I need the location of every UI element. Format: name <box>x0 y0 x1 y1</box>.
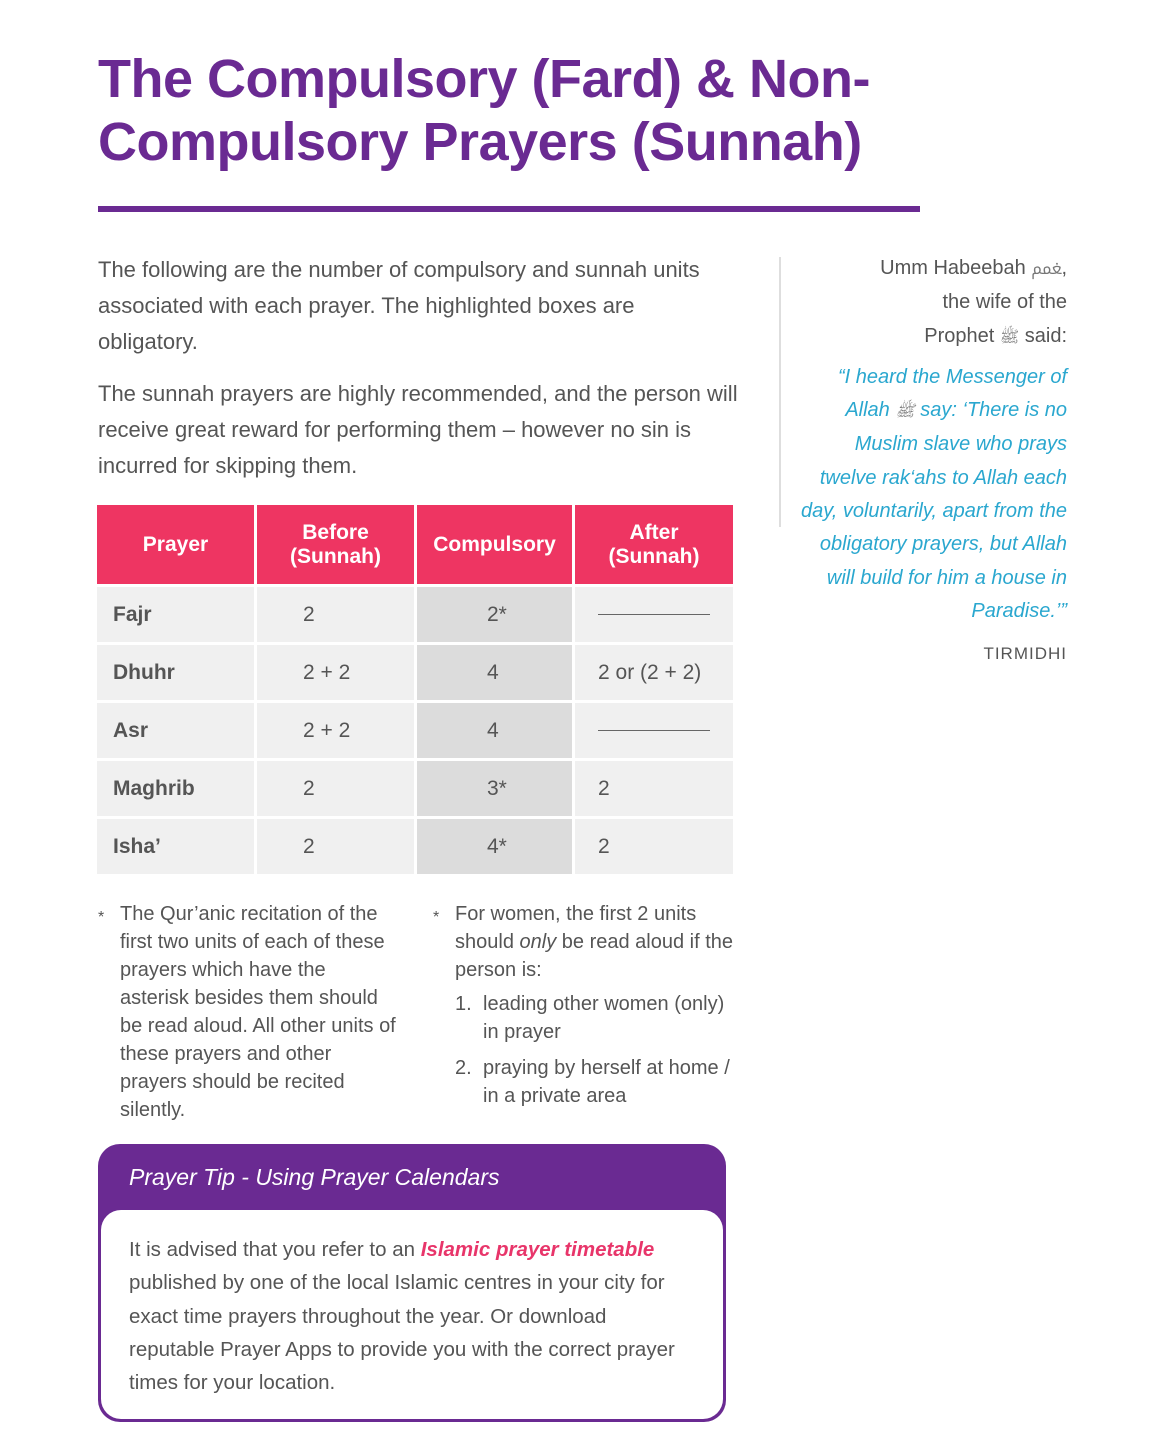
asterisk-icon: * <box>98 909 105 926</box>
header-after-text: After (Sunnah) <box>608 520 700 568</box>
footnote-emphasis: only <box>519 931 557 953</box>
cell-prayer: Dhuhr <box>97 645 254 700</box>
hadith-narrator <box>800 252 1067 354</box>
cell-after: 2 or (2 + 2) <box>575 645 733 700</box>
timetable-link[interactable]: Islamic prayer timetable <box>420 1238 655 1261</box>
footnote-text: The Qur’anic recitation of the first two units of each of these prayers which have the asterisk besides them should be read aloud. All other units of these prayers and other prayers should be recited silently. <box>120 903 396 1121</box>
table-header-row <box>97 505 733 584</box>
hadith-quote <box>800 361 1067 628</box>
cell-before: 2 + 2 <box>257 645 414 700</box>
footnote-text-pre: For women, the first 2 units should <box>455 903 697 953</box>
title-underline <box>98 206 920 212</box>
none-dash <box>598 614 710 615</box>
cell-after <box>575 587 733 642</box>
tip-body <box>101 1210 723 1419</box>
header-before-text: Before (Sunnah) <box>290 520 381 568</box>
cell-after <box>575 703 733 758</box>
narrator-comma: , <box>1061 257 1067 279</box>
list-number: 1. <box>455 993 472 1015</box>
intro-paragraph-1: The following are the number of compulsory and sunnah units associated with each prayer. The highlighted boxes are obligatory. <box>98 257 700 354</box>
intro-text <box>98 252 738 484</box>
list-text: leading other women (only) in prayer <box>483 993 725 1043</box>
table-row <box>97 703 733 758</box>
header-before <box>257 505 414 584</box>
header-compulsory: Compulsory <box>417 505 572 584</box>
cell-prayer: Maghrib <box>97 761 254 816</box>
list-number: 2. <box>455 1057 472 1079</box>
page-title: The Compulsory (Fard) & Non-Compulsory Prayers (Sunnah) <box>98 49 870 172</box>
salawat-icon: ﷺ <box>999 328 1020 346</box>
prayer-tip-box <box>98 1144 726 1422</box>
cell-after: 2 <box>575 819 733 874</box>
cell-compulsory: 3* <box>417 761 572 816</box>
list-text: praying by herself at home / in a private area <box>483 1057 730 1107</box>
footnote-text-post: be read aloud if the person is: <box>455 931 734 981</box>
cell-compulsory: 4 <box>417 645 572 700</box>
header-prayer: Prayer <box>97 505 254 584</box>
asterisk-icon: * <box>433 909 440 926</box>
narrator-said: said: <box>1024 324 1067 347</box>
narrator-relation: the wife of the <box>942 291 1067 314</box>
footnote-body <box>455 900 733 1110</box>
honorific-icon: ﵹ <box>1031 261 1062 278</box>
hadith-source: TIRMIDHI <box>983 644 1067 664</box>
cell-before: 2 <box>257 761 414 816</box>
cell-prayer: Fajr <box>97 587 254 642</box>
tip-title: Prayer Tip - Using Prayer Calendars <box>129 1164 500 1190</box>
cell-prayer: Asr <box>97 703 254 758</box>
sidebar-divider <box>779 257 781 527</box>
cell-compulsory: 4 <box>417 703 572 758</box>
prayer-units-table <box>94 502 736 877</box>
table-row <box>97 587 733 642</box>
cell-compulsory: 4* <box>417 819 572 874</box>
narrator-prophet: Prophet <box>924 324 995 347</box>
hadith-sidebar <box>800 252 1067 671</box>
salawat-icon: ﷺ <box>895 403 915 421</box>
none-dash <box>598 730 710 731</box>
footnote-women <box>433 900 733 1118</box>
cell-before: 2 + 2 <box>257 703 414 758</box>
cell-prayer: Isha’ <box>97 819 254 874</box>
table-row <box>97 645 733 700</box>
cell-before: 2 <box>257 819 414 874</box>
footnote-list <box>455 990 733 1110</box>
list-item <box>455 990 733 1046</box>
tip-text-pre: It is advised that you refer to an <box>129 1238 416 1261</box>
header-after <box>575 505 733 584</box>
cell-compulsory: 2* <box>417 587 572 642</box>
table-row <box>97 761 733 816</box>
cell-after: 2 <box>575 761 733 816</box>
quote-text-1: “I heard the Messenger of Allah <box>837 365 1067 422</box>
footnote-recitation <box>98 900 398 1124</box>
list-item <box>455 1054 733 1110</box>
narrator-name: Umm Habeebah <box>880 257 1026 279</box>
table-row <box>97 819 733 874</box>
quote-text-2: say: ‘There is no Muslim slave who prays twelve rak‘ahs to Allah each day, voluntarily, apart from the obligatory prayers, but Allah will build for him a house in Paradise.’” <box>800 399 1067 622</box>
intro-paragraph-2: The sunnah prayers are highly recommended, and the person will receive great reward for performing them – however no sin is incurred for skipping them. <box>98 381 738 478</box>
cell-before: 2 <box>257 587 414 642</box>
tip-text-post: published by one of the local Islamic centres in your city for exact time prayers throughout the year. Or download reputable Prayer Apps to provide you with the correct prayer times for your location. <box>129 1271 675 1395</box>
